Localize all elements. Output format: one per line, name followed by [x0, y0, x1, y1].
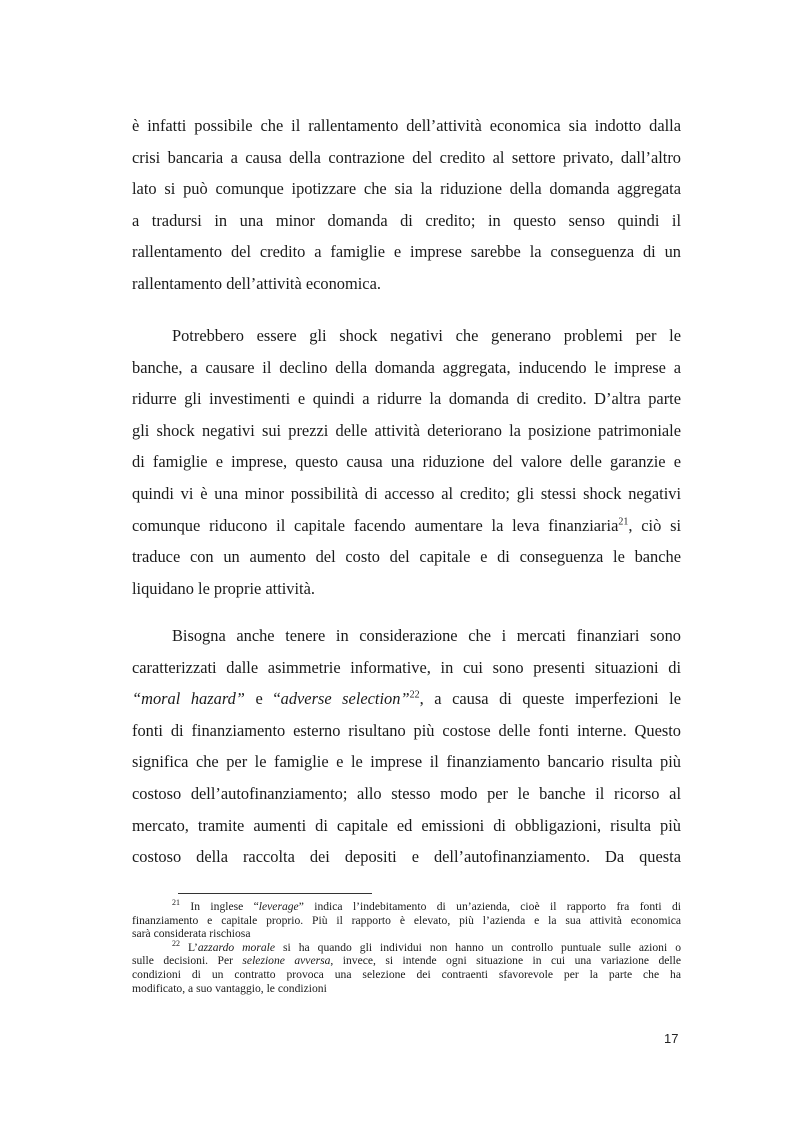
footnote-21 — [132, 900, 681, 941]
text-line: quindi vi è una minor possibilità di accesso al credito; gli stessi shock negativi — [132, 483, 681, 503]
text-line: costoso dell’autofinanziamento; allo stesso modo per le banche il ricorso al — [132, 783, 681, 803]
paragraph-3 — [132, 620, 681, 873]
text-segment: , ciò si — [628, 515, 682, 535]
footnote-number: 21 — [172, 898, 180, 908]
footnote-line: condizioni di un contratto provoca una selezione dei contraenti sfavorevole per la parte che ha — [132, 967, 681, 981]
page-number: 17 — [664, 1031, 679, 1046]
text-segment: sulle decisioni. Per — [132, 954, 243, 968]
text-segment: comunque riducono il capitale facendo aumentare la leva finanziaria — [132, 515, 619, 535]
text-line: fonti di finanziamento esterno risultano più costose delle fonti interne. Questo — [132, 720, 681, 740]
footnote-ref-22[interactable]: 22 — [409, 689, 420, 701]
text-line: mercato, tramite aumenti di capitale ed emissioni di obbligazioni, risulta più — [132, 815, 681, 835]
term-azzardo-morale: azzardo morale — [197, 940, 276, 954]
text-line: gli shock negativi sui prezzi delle attività deteriorano la posizione patrimoniale — [132, 420, 681, 440]
text-line: costoso della raccolta dei depositi e dell’autofinanziamento. Da questa — [132, 847, 681, 867]
footnote-line — [132, 938, 681, 955]
text-line: traduce con un aumento del costo del capitale e di conseguenza le banche — [132, 547, 681, 567]
text-segment: , a causa di queste imperfezioni le — [419, 689, 682, 709]
text-line: liquidano le proprie attività. — [132, 578, 315, 598]
text-segment: In inglese “ — [180, 900, 259, 913]
text-segment: si ha quando gli individui non hanno un controllo puntuale sulle azioni o — [275, 940, 681, 954]
term-adverse-selection: adverse selection — [280, 689, 401, 709]
paragraph-1 — [132, 110, 681, 300]
text-line: rallentamento dell’attività economica. — [132, 273, 381, 293]
text-line: rallentamento del credito a famiglie e imprese sarebbe la conseguenza di un — [132, 242, 681, 262]
term-moral-hazard: “moral hazard” — [132, 689, 245, 709]
text-line: crisi bancaria a causa della contrazione del credito al settore privato, dall’altro — [132, 147, 681, 167]
text-line: Bisogna anche tenere in considerazione che i mercati finanziari sono — [172, 626, 681, 645]
footnote-line: sarà considerata rischiosa — [132, 927, 251, 941]
text-segment: , invece, si intende ogni situazione in cui una variazione delle — [330, 954, 682, 968]
text-line: a tradursi in una minor domanda di credito; in questo senso quindi il — [132, 210, 681, 230]
footnote-line: finanziamento e capitale proprio. Più il rapporto è elevato, più l’azienda e la sua attività economica — [132, 913, 681, 927]
footnote-line — [132, 954, 681, 968]
closing-quote: ” — [400, 689, 410, 709]
text-line: caratterizzati dalle asimmetrie informative, in cui sono presenti situazioni di — [132, 657, 681, 677]
footnote-number: 22 — [172, 938, 180, 948]
paragraph-2 — [132, 320, 681, 604]
text-line: ridurre gli investimenti e quindi a ridurre la domanda di credito. D’altra parte — [132, 389, 681, 409]
text-line-with-footnote-ref — [132, 510, 681, 542]
text-line: Potrebbero essere gli shock negativi che generano problemi per le — [172, 326, 681, 345]
footnote-separator — [178, 893, 372, 894]
text-segment: ” indica l’indebitamento di un’azienda, cioè il rapporto fra fonti di — [298, 900, 681, 913]
text-line: di famiglie e imprese, questo causa una riduzione del valore delle garanzie e — [132, 452, 681, 472]
term-leverage: leverage — [258, 900, 299, 913]
footnote-line — [132, 900, 681, 914]
footnotes — [132, 900, 681, 995]
text-line: banche, a causare il declino della domanda aggregata, inducendo le imprese a — [132, 357, 681, 377]
text-line: è infatti possibile che il rallentamento dell’attività economica sia indotto dalla — [132, 116, 681, 135]
text-segment: L’ — [180, 940, 198, 954]
text-line: significa che per le famiglie e le imprese il finanziamento bancario risulta più — [132, 752, 681, 772]
footnote-line: modificato, a suo vantaggio, le condizioni — [132, 981, 327, 995]
footnote-22 — [132, 938, 682, 995]
text-line-with-footnote-ref — [132, 683, 681, 715]
footnote-ref-21[interactable]: 21 — [618, 516, 629, 528]
text-line: lato si può comunque ipotizzare che sia la riduzione della domanda aggregata — [132, 179, 681, 199]
term-selezione-avversa: selezione avversa — [242, 954, 331, 968]
text-segment: e “ — [244, 689, 281, 709]
